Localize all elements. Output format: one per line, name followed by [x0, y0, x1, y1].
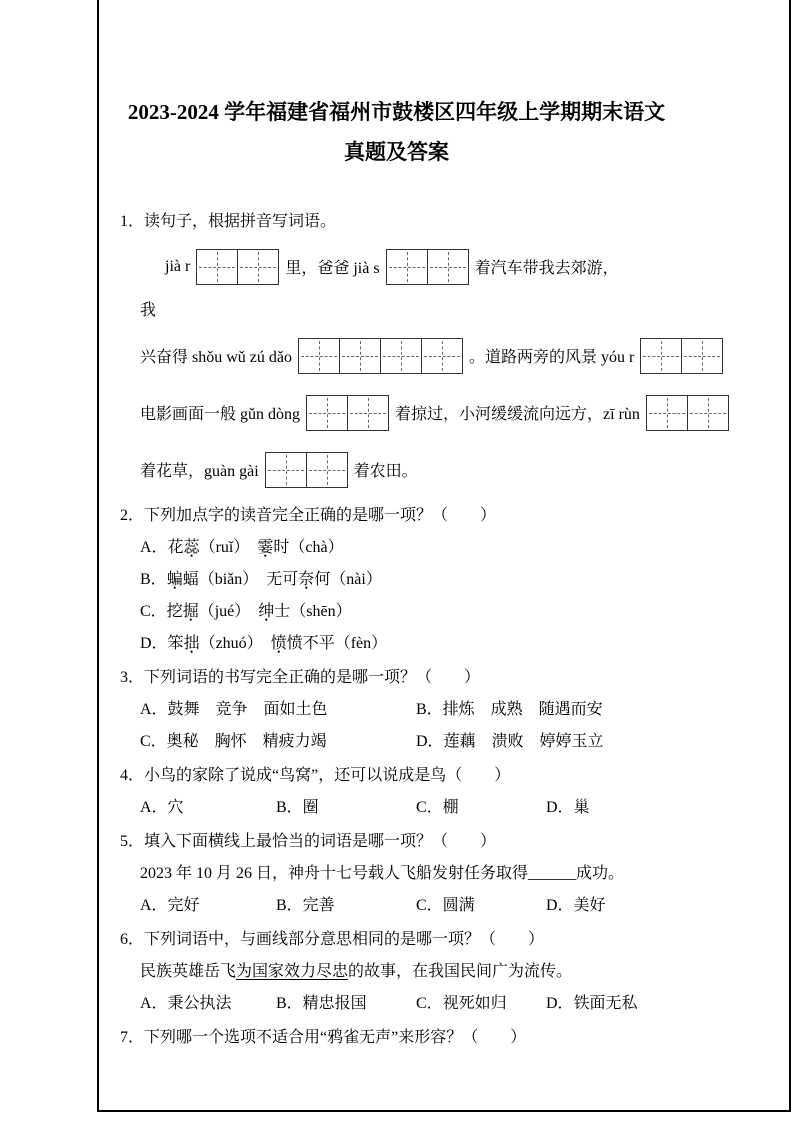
dotted-char: 奈 [298, 571, 315, 588]
pinyin-box-cell [265, 452, 307, 488]
question-line [120, 564, 775, 596]
text-run: 2023 年 10 月 26 日，神舟十七号载人飞船发射任务取得______成功。 [140, 865, 625, 882]
option-item: B．精忠报国 [276, 995, 367, 1012]
pinyin-box-cell [237, 249, 279, 285]
pinyin-box-cell [298, 338, 340, 374]
question-line [120, 384, 775, 441]
exam-content [120, 206, 775, 1054]
question-q6 [120, 924, 775, 1020]
pinyin-box-cell [196, 249, 238, 285]
dotted-char: 蝙 [166, 571, 183, 588]
text-run: jià r [165, 257, 191, 275]
question-q4 [120, 760, 775, 824]
text-run: （zhuó） [199, 635, 271, 652]
pinyin-box-cell [380, 338, 422, 374]
question-stem [120, 1022, 775, 1054]
option-item: C．视死如归 [416, 995, 507, 1012]
option-item: C．棚 [416, 799, 459, 816]
text-run: 2．下列加点字的读音完全正确的是哪一项？（ ） [120, 507, 497, 524]
option-item: A．完好 [140, 897, 200, 914]
pinyin-box-cell [421, 338, 463, 374]
dotted-char: 拙 [183, 635, 200, 652]
question-stem [120, 662, 775, 694]
pinyin-box-cell [646, 395, 688, 431]
text-run: 7．下列哪一个选项不适合用“鸦雀无声”来形容？（ ） [120, 1029, 527, 1046]
question-line [120, 858, 775, 890]
pinyin-write-boxes [386, 249, 469, 285]
pinyin-write-boxes [646, 395, 729, 431]
pinyin-write-boxes [640, 338, 723, 374]
option-item: C．奥秘 胸怀 精疲力竭 [140, 733, 327, 750]
text-run: D．笨 [140, 635, 184, 652]
option-row [120, 890, 775, 922]
option-item: A．鼓舞 竞争 面如土色 [140, 701, 328, 718]
pinyin-box-cell [640, 338, 682, 374]
question-stem [120, 924, 775, 956]
text-run: （ruǐ） [199, 539, 258, 556]
pinyin-box-cell [687, 395, 729, 431]
question-line [120, 628, 775, 660]
text-run: A．花 [140, 539, 184, 556]
text-run: 4．小鸟的家除了说成“鸟窝”，还可以说成是鸟（ ） [120, 767, 511, 784]
pinyin-write-boxes [306, 395, 389, 431]
text-run: 着掠过，小河缓缓流向远方，zī rùn [395, 406, 640, 423]
option-row [120, 988, 775, 1020]
dotted-char: 掘 [182, 603, 199, 620]
text-run: 何（nài） [314, 571, 382, 588]
text-run: 电影画面一般 gǔn dòng [140, 406, 301, 423]
text-run: 。道路两旁的风景 yóu r [469, 349, 635, 366]
pinyin-write-boxes [265, 452, 348, 488]
text-run: C．挖 [140, 603, 183, 620]
option-row [120, 792, 775, 824]
question-stem [120, 826, 775, 858]
text-run: 6．下列词语中，与画线部分意思相同的是哪一项？（ ） [120, 931, 545, 948]
text-run: 我 [140, 302, 157, 319]
option-item: B．圈 [276, 799, 319, 816]
text-run: 蝠（biǎn） 无可 [182, 571, 299, 588]
option-item: C．圆满 [416, 897, 475, 914]
option-row [120, 726, 775, 758]
question-line [120, 956, 775, 988]
text-run: 里，爸爸 jià s [285, 260, 380, 277]
option-item: A．穴 [140, 799, 184, 816]
text-run: 士（shēn） [274, 603, 352, 620]
dotted-char: 愤 [270, 635, 287, 652]
text-run: 时（chà） [273, 539, 344, 556]
option-item: D．巢 [546, 799, 590, 816]
text-run: 民族英雄岳飞 [140, 963, 237, 980]
pinyin-box-cell [306, 395, 348, 431]
pinyin-write-boxes [196, 249, 279, 285]
option-item: D．铁面无私 [546, 995, 638, 1012]
option-item: B．完善 [276, 897, 335, 914]
text-run: 着汽车带我去郊游， [474, 260, 619, 277]
pinyin-box-cell [339, 338, 381, 374]
question-line [120, 295, 775, 327]
text-run: B． [140, 571, 167, 588]
text-run: 兴奋得 shǒu wǔ zú dǎo [140, 349, 292, 366]
question-stem [120, 500, 775, 532]
question-line [120, 596, 775, 628]
questions [120, 206, 775, 1054]
pinyin-box-cell [306, 452, 348, 488]
option-item: D．美好 [546, 897, 606, 914]
text-run: 着花草，guàn gài [140, 463, 259, 480]
pinyin-box-cell [427, 249, 469, 285]
text-run: 愤不平（fèn） [286, 635, 388, 652]
page-title-line1: 2023-2024 学年福建省福州市鼓楼区四年级上学期期末语文 [127, 100, 666, 124]
text-run: 1．读句子，根据拼音写词语。 [120, 213, 337, 230]
question-line [120, 327, 775, 384]
question-q3 [120, 662, 775, 758]
text-run: 3．下列词语的书写完全正确的是哪一项？（ ） [120, 669, 481, 686]
text-run: 的故事，在我国民间广为流传。 [348, 963, 573, 980]
option-item: A．秉公执法 [140, 995, 232, 1012]
dotted-char: 霎 [257, 539, 274, 556]
page-title-line2: 真题及答案 [344, 140, 449, 164]
option-row [120, 694, 775, 726]
text-run: 着农田。 [353, 463, 418, 480]
pinyin-box-cell [386, 249, 428, 285]
dotted-char: 绅 [258, 603, 275, 620]
text-run: 5．填入下面横线上最恰当的词语是哪一项？（ ） [120, 833, 497, 850]
question-line [120, 441, 775, 498]
question-q1 [120, 206, 775, 498]
question-line [120, 532, 775, 564]
pinyin-write-boxes [298, 338, 463, 374]
pinyin-box-cell [681, 338, 723, 374]
underlined-phrase: 为国家效力尽忠 [236, 963, 349, 980]
pinyin-box-cell [347, 395, 389, 431]
option-item: D．莲藕 溃败 婷婷玉立 [416, 733, 604, 750]
question-q7 [120, 1022, 775, 1054]
question-line [120, 238, 775, 295]
option-item: B．排炼 成熟 随遇而安 [416, 701, 603, 718]
question-stem [120, 760, 775, 792]
dotted-char: 蕊 [183, 539, 200, 556]
question-q5 [120, 826, 775, 922]
question-stem [120, 206, 775, 238]
text-run: （jué） [198, 603, 259, 620]
question-q2 [120, 500, 775, 660]
page-title [0, 0, 793, 172]
